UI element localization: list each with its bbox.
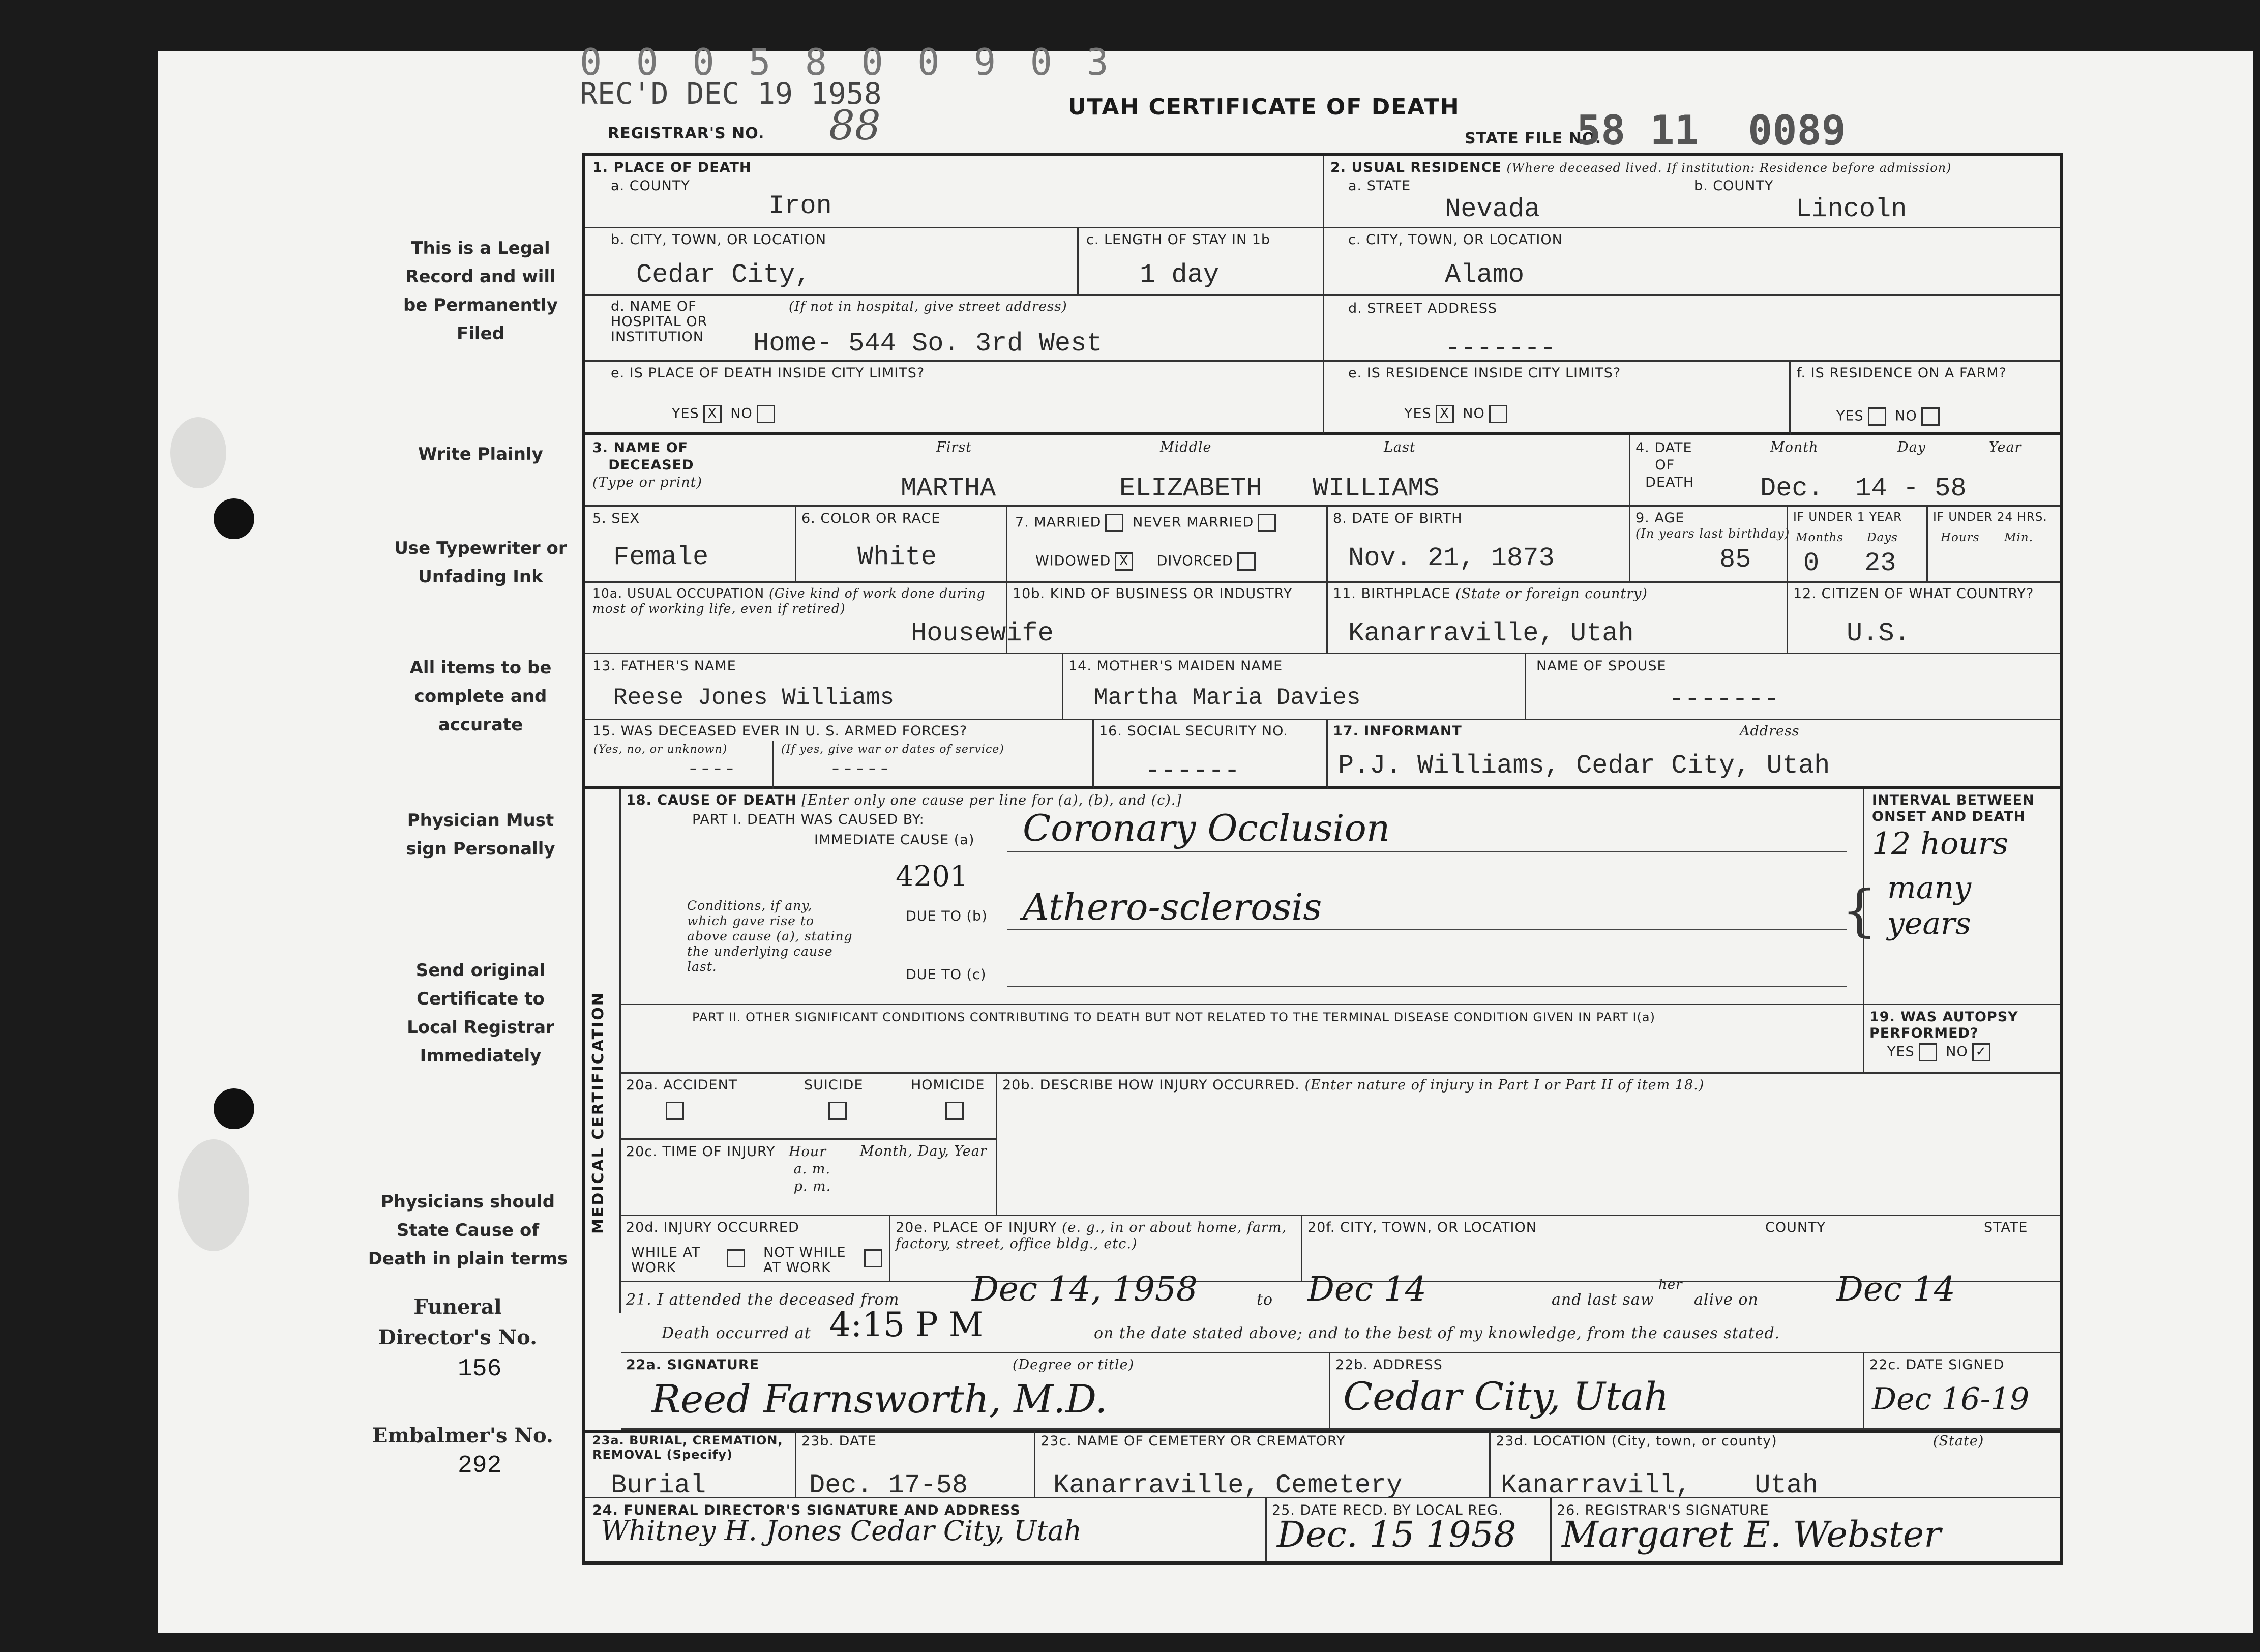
value-cemetery-location: Kanarravill, Utah bbox=[1501, 1470, 1819, 1500]
value-res-county: Lincoln bbox=[1796, 194, 1907, 224]
label-age: 9. AGE (In years last birthday) bbox=[1635, 510, 1790, 541]
label-day: Day bbox=[1897, 439, 1926, 455]
value-alive-on: Dec 14 bbox=[1836, 1270, 1955, 1309]
label-place-of-death: 1. PLACE OF DEATH bbox=[592, 160, 752, 175]
value-county: Iron bbox=[768, 191, 832, 221]
label-not-while-at-work: NOT WHILE AT WORK bbox=[763, 1245, 846, 1276]
punch-hole bbox=[214, 498, 254, 539]
value-armed-forces: ---- bbox=[687, 758, 736, 781]
label-date-of-birth: 8. DATE OF BIRTH bbox=[1333, 511, 1463, 526]
value-race: White bbox=[857, 542, 937, 572]
label-signature: 22a. SIGNATURE bbox=[626, 1357, 760, 1373]
funeral-director-number: 156 bbox=[458, 1355, 502, 1383]
label-inside-city-limits: e. IS PLACE OF DEATH INSIDE CITY LIMITS? bbox=[611, 365, 925, 381]
value-disposition-date: Dec. 17-58 bbox=[809, 1470, 968, 1500]
value-registrar-signature: Margaret E. Webster bbox=[1562, 1514, 1941, 1555]
label-interval: INTERVAL BETWEEN ONSET AND DEATH bbox=[1872, 792, 2035, 824]
value-age-months: 0 bbox=[1803, 548, 1820, 578]
embalmer-number: 292 bbox=[458, 1452, 502, 1480]
checkbox-suicide[interactable] bbox=[824, 1102, 851, 1120]
value-cemetery: Kanarraville, Cemetery bbox=[1053, 1470, 1403, 1500]
certificate-form bbox=[582, 153, 2063, 1565]
registrar-label: REGISTRAR'S NO. bbox=[608, 125, 765, 142]
note-plain-terms: Physicians should State Cause of Death in plain terms bbox=[368, 1192, 568, 1269]
label-date-signed: 22c. DATE SIGNED bbox=[1869, 1357, 2005, 1373]
label-county: a. COUNTY bbox=[611, 178, 690, 194]
label-middle: Middle bbox=[1160, 439, 1212, 455]
value-age: 85 bbox=[1719, 545, 1751, 575]
label-medical-certification: MEDICAL CERTIFICATION bbox=[589, 991, 607, 1234]
label-first: First bbox=[936, 439, 972, 455]
field-injury-description bbox=[997, 1074, 2060, 1216]
checkbox-married[interactable]: 7. MARRIED NEVER MARRIED bbox=[1015, 514, 1280, 532]
label-degree: (Degree or title) bbox=[1013, 1357, 1135, 1373]
label-last: Last bbox=[1384, 439, 1416, 455]
label-hours: Hours bbox=[1941, 531, 1980, 544]
value-res-city: Alamo bbox=[1445, 260, 1525, 290]
checkbox-widowed[interactable]: WIDOWED X DIVORCED bbox=[1035, 552, 1260, 571]
label-spouse: NAME OF SPOUSE bbox=[1536, 658, 1667, 674]
value-interval-a: 12 hours bbox=[1872, 826, 2009, 862]
value-mother: Martha Maria Davies bbox=[1094, 685, 1361, 711]
label-res-county: b. COUNTY bbox=[1694, 178, 1774, 194]
label-cemetery-state: (State) bbox=[1933, 1433, 1984, 1449]
label-armed-forces: 15. WAS DECEASED EVER IN U. S. ARMED FORCES? bbox=[592, 723, 968, 739]
label-part-one: PART I. DEATH WAS CAUSED BY: bbox=[692, 812, 925, 828]
label-res-city: c. CITY, TOWN, OR LOCATION bbox=[1348, 232, 1563, 248]
label-business: 10b. KIND OF BUSINESS OR INDUSTRY bbox=[1013, 586, 1293, 602]
value-length-of-stay: 1 day bbox=[1140, 260, 1220, 290]
label-injury-occurred: 20d. INJURY OCCURRED bbox=[626, 1220, 799, 1235]
checkbox-farm[interactable]: YES NO bbox=[1836, 407, 1944, 426]
label-time-of-injury: 20c. TIME OF INJURY bbox=[626, 1144, 776, 1160]
note-send-original: Send original Certificate to Local Registrar Immediately bbox=[407, 960, 554, 1066]
label-institution-note: (If not in hospital, give street address) bbox=[789, 299, 1067, 314]
stain bbox=[170, 417, 226, 488]
label-institution: d. NAME OF HOSPITAL OR INSTITUTION bbox=[611, 299, 708, 345]
label-days: Days bbox=[1867, 531, 1898, 544]
checkbox-not-while-at-work[interactable] bbox=[860, 1249, 886, 1267]
label-injury-city: 20f. CITY, TOWN, OR LOCATION bbox=[1307, 1220, 1537, 1235]
funeral-director-label: Funeral Director's No. bbox=[378, 1295, 538, 1349]
label-disposition: 23a. BURIAL, CREMATION, REMOVAL (Specify) bbox=[592, 1433, 783, 1462]
value-date-of-death: Dec. 14 - 58 bbox=[1760, 474, 1967, 504]
registrar-number: 88 bbox=[829, 102, 881, 149]
label-mother: 14. MOTHER'S MAIDEN NAME bbox=[1068, 658, 1283, 674]
value-first-name: MARTHA bbox=[901, 474, 996, 504]
value-city: Cedar City, bbox=[636, 260, 811, 290]
label-months: Months bbox=[1796, 531, 1844, 544]
value-sex: Female bbox=[613, 542, 709, 572]
label-disposition-date: 23b. DATE bbox=[801, 1433, 877, 1449]
label-armed-war: (If yes, give war or dates of service) bbox=[781, 743, 1004, 756]
label-to: to bbox=[1257, 1291, 1273, 1309]
label-part-two: PART II. OTHER SIGNIFICANT CONDITIONS CONTRIBUTING TO DEATH BUT NOT RELATED TO THE TERMINAL DISEASE CONDITION GIVEN IN PART I(a) bbox=[692, 1010, 1655, 1024]
value-interval-b: many years bbox=[1887, 870, 1972, 941]
label-race: 6. COLOR OR RACE bbox=[801, 511, 941, 526]
value-street-address: ------- bbox=[1445, 334, 1556, 364]
value-occupation: Housewife bbox=[911, 618, 1054, 648]
value-date-signed: Dec 16-19 bbox=[1872, 1381, 2030, 1417]
label-cemetery: 23c. NAME OF CEMETERY OR CREMATORY bbox=[1040, 1433, 1346, 1449]
label-length-of-stay: c. LENGTH OF STAY IN 1b bbox=[1086, 232, 1271, 248]
label-usual-residence: 2. USUAL RESIDENCE (Where deceased lived. If institution: Residence before admission) bbox=[1330, 160, 1952, 175]
stain bbox=[178, 1139, 249, 1251]
label-citizen: 12. CITIZEN OF WHAT COUNTRY? bbox=[1793, 586, 2034, 602]
note-legal-record: This is a Legal Record and will be Permanently Filed bbox=[403, 238, 558, 344]
label-attended-from: 21. I attended the deceased from bbox=[626, 1291, 900, 1309]
note-complete: All items to be complete and accurate bbox=[409, 658, 552, 735]
label-injury-state: STATE bbox=[1984, 1220, 2028, 1235]
label-registrar-signature: 26. REGISTRAR'S SIGNATURE bbox=[1557, 1502, 1769, 1518]
value-date-of-birth: Nov. 21, 1873 bbox=[1348, 543, 1555, 573]
label-state: a. STATE bbox=[1348, 178, 1411, 194]
label-armed-yes-no: (Yes, no, or unknown) bbox=[593, 743, 728, 756]
label-while-at-work: WHILE AT WORK bbox=[631, 1245, 701, 1276]
checkbox-autopsy[interactable]: YES NO ✓ bbox=[1887, 1043, 1995, 1061]
label-year: Year bbox=[1989, 439, 2022, 455]
label-res-city-limits: e. IS RESIDENCE INSIDE CITY LIMITS? bbox=[1348, 365, 1621, 381]
line-cause-b bbox=[1007, 929, 1847, 930]
value-ssn: ------ bbox=[1145, 756, 1240, 786]
received-stamp: REC'D DEC 19 1958 bbox=[580, 76, 882, 111]
label-sex: 5. SEX bbox=[592, 511, 640, 526]
label-father: 13. FATHER'S NAME bbox=[592, 658, 736, 674]
label-suicide: SUICIDE bbox=[804, 1077, 864, 1093]
value-date-received: Dec. 15 1958 bbox=[1277, 1514, 1516, 1555]
value-spouse: ------- bbox=[1669, 685, 1780, 715]
value-funeral-director: Whitney H. Jones Cedar City, Utah bbox=[601, 1515, 1082, 1547]
embalmer-label: Embalmer's No. bbox=[372, 1424, 553, 1448]
label-place-of-injury: 20e. PLACE OF INJURY (e. g., in or about home, farm, factory, street, office bldg., etc.) bbox=[896, 1220, 1287, 1252]
label-autopsy: 19. WAS AUTOPSY PERFORMED? bbox=[1869, 1009, 2018, 1041]
label-death-occurred: Death occurred at bbox=[662, 1324, 811, 1342]
serial-stamp: 0 0 0 5 8 0 0 9 0 3 bbox=[580, 41, 1115, 83]
label-ssn: 16. SOCIAL SECURITY NO. bbox=[1099, 723, 1288, 739]
value-immediate-cause: Coronary Occlusion bbox=[1023, 807, 1390, 849]
label-cemetery-location: 23d. LOCATION (City, town, or county) bbox=[1496, 1433, 1777, 1449]
value-code: 4201 bbox=[896, 860, 968, 893]
label-due-to-b: DUE TO (b) bbox=[906, 908, 988, 924]
line-cause-a bbox=[1007, 851, 1847, 852]
label-signer-address: 22b. ADDRESS bbox=[1335, 1357, 1443, 1373]
label-farm: f. IS RESIDENCE ON A FARM? bbox=[1797, 365, 2007, 381]
checkbox-death-in-city[interactable]: YES X NO bbox=[672, 405, 779, 423]
label-date-received: 25. DATE RECD. BY LOCAL REG. bbox=[1272, 1502, 1503, 1518]
label-month: Month bbox=[1770, 439, 1819, 455]
label-accident: 20a. ACCIDENT bbox=[626, 1077, 738, 1093]
label-occurred-rest: on the date stated above; and to the best of my knowledge, from the causes stated. bbox=[1094, 1324, 1780, 1342]
value-age-days: 23 bbox=[1864, 548, 1896, 578]
state-file-label: STATE FILE NO. bbox=[1465, 130, 1602, 148]
value-war: ----- bbox=[829, 758, 891, 781]
field-name-of-deceased bbox=[585, 435, 1630, 507]
checkbox-homicide[interactable] bbox=[941, 1102, 968, 1120]
label-funeral-director: 24. FUNERAL DIRECTOR'S SIGNATURE AND ADDRESS bbox=[592, 1502, 1021, 1518]
state-file-number: 58 11 0089 bbox=[1577, 107, 1846, 154]
line-cause-c bbox=[1007, 986, 1847, 987]
label-alive-on: alive on bbox=[1694, 1291, 1759, 1309]
bracket-icon: { bbox=[1841, 878, 1877, 943]
value-time-of-death: 4:15 P M bbox=[829, 1305, 984, 1344]
value-institution: Home- 544 So. 3rd West bbox=[753, 329, 1103, 359]
value-birthplace: Kanarraville, Utah bbox=[1348, 618, 1634, 648]
value-father: Reese Jones Williams bbox=[613, 685, 895, 711]
label-immediate-cause: IMMEDIATE CAUSE (a) bbox=[814, 832, 975, 848]
label-informant-address: Address bbox=[1740, 723, 1800, 739]
value-res-state: Nevada bbox=[1445, 194, 1540, 224]
checkbox-res-in-city[interactable]: YES X NO bbox=[1404, 405, 1511, 423]
label-under-24-hrs: IF UNDER 24 HRS. bbox=[1933, 511, 2047, 524]
label-occupation: 10a. USUAL OCCUPATION (Give kind of work done during most of working life, even if retired) bbox=[592, 586, 986, 616]
value-attended-from: Dec 14, 1958 bbox=[972, 1270, 1198, 1309]
label-hour: Hour a. m. p. m. bbox=[789, 1144, 831, 1194]
value-last-name: WILLIAMS bbox=[1313, 474, 1440, 504]
checkbox-accident[interactable] bbox=[662, 1102, 688, 1120]
note-write-plainly: Write Plainly bbox=[418, 444, 543, 464]
label-informant: 17. INFORMANT bbox=[1333, 723, 1462, 739]
label-homicide: HOMICIDE bbox=[911, 1077, 985, 1093]
value-informant: P.J. Williams, Cedar City, Utah bbox=[1338, 751, 1830, 781]
label-city: b. CITY, TOWN, OR LOCATION bbox=[611, 232, 827, 248]
label-cause-of-death: 18. CAUSE OF DEATH [Enter only one cause per line for (a), (b), and (c).] bbox=[626, 792, 1182, 808]
value-middle-name: ELIZABETH bbox=[1119, 474, 1262, 504]
value-disposition: Burial bbox=[611, 1470, 706, 1500]
label-min: Min. bbox=[2004, 531, 2034, 544]
value-attended-to: Dec 14 bbox=[1307, 1270, 1426, 1309]
label-name: 3. NAME OF DECEASED (Type or print) bbox=[592, 440, 702, 490]
label-under-one-year: IF UNDER 1 YEAR bbox=[1793, 511, 1902, 524]
label-month-day-year: Month, Day, Year bbox=[860, 1143, 987, 1159]
label-conditions: Conditions, if any, which gave rise to above cause (a), stating the underlying cause last. bbox=[687, 898, 853, 974]
label-injury-description: 20b. DESCRIBE HOW INJURY OCCURRED. (Enter nature of injury in Part I or Part II of item 18.) bbox=[1002, 1077, 1705, 1093]
label-street-address: d. STREET ADDRESS bbox=[1348, 301, 1498, 316]
value-citizen: U.S. bbox=[1847, 618, 1910, 648]
punch-hole bbox=[214, 1088, 254, 1129]
form-title: UTAH CERTIFICATE OF DEATH bbox=[1068, 94, 1460, 120]
note-typewriter: Use Typewriter or Unfading Ink bbox=[394, 538, 567, 587]
label-last-saw: and last saw bbox=[1552, 1291, 1654, 1309]
label-birthplace: 11. BIRTHPLACE (State or foreign country) bbox=[1333, 586, 1648, 602]
checkbox-while-at-work[interactable] bbox=[723, 1249, 749, 1267]
value-her: her bbox=[1658, 1277, 1683, 1292]
value-physician-signature: Reed Farnsworth, M.D. bbox=[651, 1376, 1108, 1422]
label-date-of-death: 4. DATE OF DEATH bbox=[1635, 440, 1694, 490]
note-physician: Physician Must sign Personally bbox=[406, 810, 555, 859]
label-injury-county: COUNTY bbox=[1765, 1220, 1826, 1235]
value-cause-b: Athero-sclerosis bbox=[1023, 886, 1322, 928]
label-due-to-c: DUE TO (c) bbox=[906, 967, 987, 983]
value-signer-address: Cedar City, Utah bbox=[1343, 1374, 1669, 1419]
